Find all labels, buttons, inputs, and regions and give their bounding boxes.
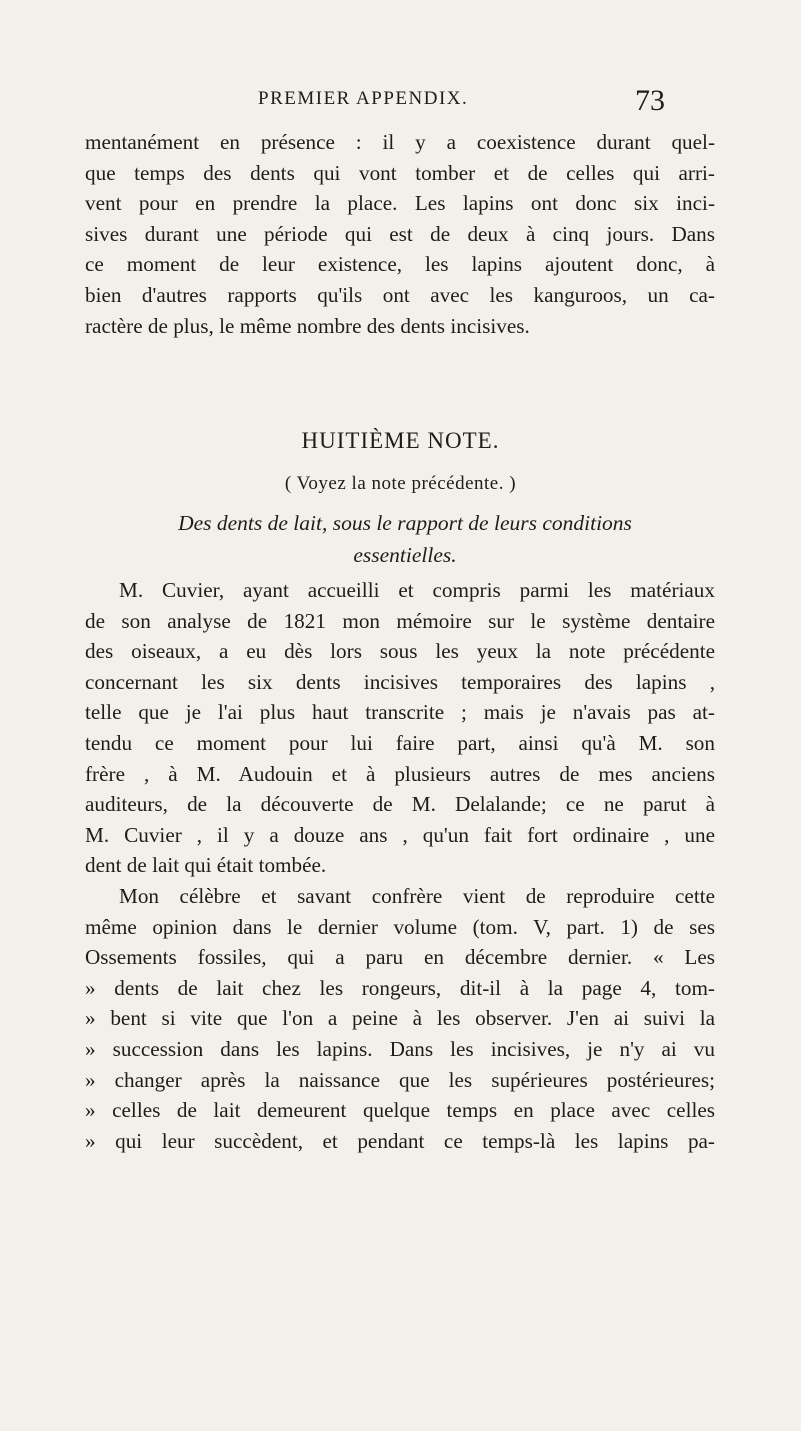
section-note: ( Voyez la note précédente. ) [284, 473, 517, 494]
running-head: PREMIER APPENDIX. [258, 88, 469, 109]
text-line: M. Cuvier, ayant accueilli et compris parmi les matériaux [119, 578, 715, 602]
text-line: telle que je l'ai plus haut transcrite ; mais je n'avais pas at- [85, 700, 715, 725]
text-line: de son analyse de 1821 mon mémoire sur le système dentaire [85, 608, 715, 633]
text-line: auditeurs, de la découverte de M. Delalande; ce ne parut à [85, 792, 715, 817]
text-line: sives durant une période qui est de deux à cinq jours. Dans [85, 221, 715, 246]
text-line: M. Cuvier , il y a douze ans , qu'un fait fort ordinaire , une [85, 822, 715, 847]
text-line: vent pour en prendre la place. Les lapins ont donc six inci- [85, 191, 715, 216]
intro-paragraph [85, 127, 715, 341]
subtitle-line: Des dents de lait, sous le rapport de leurs conditions [178, 511, 632, 535]
text-line: » dents de lait chez les rongeurs, dit-il à la page 4, tom- [85, 975, 715, 1000]
text-line: que temps des dents qui vont tomber et de celles qui arri- [85, 160, 715, 185]
text-line: concernant les six dents incisives temporaires des lapins , [85, 669, 715, 694]
text-line: » changer après la naissance que les supérieures postérieures; [85, 1067, 715, 1092]
text-line: mentanément en présence : il y a coexistence durant quel- [85, 130, 715, 154]
page-number: 73 [635, 84, 665, 117]
page-header [225, 84, 665, 128]
text-line: » celles de lait demeurent quelque temps en place avec celles [85, 1098, 715, 1123]
text-line: Ossements fossiles, qui a paru en décembre dernier. « Les [85, 945, 715, 970]
text-line: des oiseaux, a eu dès lors sous les yeux la note précédente [85, 639, 715, 664]
section-title: HUITIÈME NOTE. [301, 428, 500, 453]
text-line: » succession dans les lapins. Dans les incisives, je n'y ai vu [85, 1036, 715, 1061]
text-line: bien d'autres rapports qu'ils ont avec les kanguroos, un ca- [85, 282, 715, 307]
body-text [85, 575, 715, 1156]
text-line: » bent si vite que l'on a peine à les observer. J'en ai suivi la [85, 1006, 715, 1031]
text-line: ce moment de leur existence, les lapins ajoutent donc, à [85, 252, 715, 277]
section-subtitle [120, 507, 690, 571]
subtitle-line: essentielles. [353, 543, 457, 567]
text-line: même opinion dans le dernier volume (tom. V, part. 1) de ses [85, 914, 715, 939]
text-line: ractère de plus, le même nombre des dents incisives. [85, 313, 530, 338]
text-line: Mon célèbre et savant confrère vient de reproduire cette [119, 883, 715, 908]
text-line: » qui leur succèdent, et pendant ce temps-là les lapins pa- [85, 1128, 715, 1153]
text-line: tendu ce moment pour lui faire part, ainsi qu'à M. son [85, 730, 715, 755]
text-line: frère , à M. Audouin et à plusieurs autres de mes anciens [85, 761, 715, 786]
text-line: dent de lait qui était tombée. [85, 853, 327, 878]
